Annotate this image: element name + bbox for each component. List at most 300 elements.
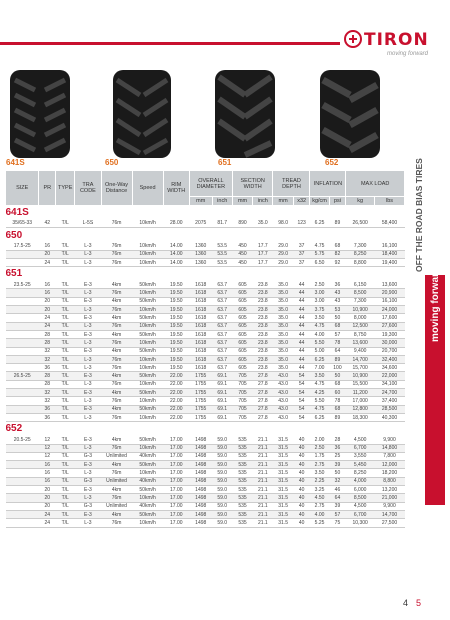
table-cell: 59.0 (212, 502, 232, 510)
table-cell: 92 (329, 258, 346, 266)
spec-table (5, 170, 405, 528)
table-cell: 27.8 (253, 413, 273, 421)
table-cell: L-3 (75, 444, 101, 452)
table-cell: L-3 (75, 519, 101, 527)
table-cell: 76m (101, 413, 132, 421)
table-cell: 4km (101, 389, 132, 397)
table-cell: 31.5 (273, 436, 293, 444)
table-cell: 2.25 (310, 477, 329, 485)
table-cell: 50km/h (132, 281, 163, 289)
table-cell: 43.0 (273, 372, 293, 380)
table-cell: 59.0 (212, 461, 232, 469)
table-cell: 69.1 (212, 389, 232, 397)
table-cell: 35/65-33 (6, 220, 39, 228)
header-oneway: One-Way Distance (101, 171, 132, 206)
table-cell: 22.00 (163, 372, 189, 380)
table-cell: 705 (232, 380, 252, 388)
table-cell: 1498 (189, 510, 212, 518)
table-cell: 34,100 (374, 380, 404, 388)
table-cell: 4.00 (310, 510, 329, 518)
table-cell: 76m (101, 339, 132, 347)
table-cell: 20 (39, 502, 56, 510)
table-cell (6, 306, 39, 314)
table-cell: 123 (293, 220, 310, 228)
table-cell: 4.75 (310, 405, 329, 413)
tire-label-651: 651 (218, 158, 232, 167)
table-cell: 5.50 (310, 397, 329, 405)
table-cell: 100 (329, 364, 346, 372)
table-cell: 63.7 (212, 289, 232, 297)
table-cell: 60 (329, 389, 346, 397)
table-cell: 76m (101, 494, 132, 502)
table-cell: 28 (39, 380, 56, 388)
table-cell: 17.00 (163, 477, 189, 485)
table-cell: 21,000 (374, 494, 404, 502)
table-cell: 59.0 (212, 452, 232, 460)
table-cell: 40 (293, 452, 310, 460)
page-number-left: 4 (403, 598, 409, 608)
table-row (6, 502, 405, 510)
table-cell: 18,400 (374, 250, 404, 258)
table-cell: T/L (56, 306, 75, 314)
table-cell: 23.8 (253, 322, 273, 330)
table-cell: 31.5 (273, 502, 293, 510)
tire-650-image (113, 70, 171, 158)
table-cell: 5.50 (310, 339, 329, 347)
table-cell: 14,700 (346, 355, 375, 363)
table-cell: 89 (329, 220, 346, 228)
table-cell: 40 (293, 502, 310, 510)
table-cell: 64 (329, 494, 346, 502)
table-cell: 16 (39, 289, 56, 297)
table-row (6, 306, 405, 314)
table-cell: 1755 (189, 380, 212, 388)
table-cell: T/L (56, 461, 75, 469)
table-cell: 59.0 (212, 436, 232, 444)
unit-kgcm: kg/cm (310, 197, 329, 206)
table-cell: 17.00 (163, 519, 189, 527)
table-cell: 10km/h (132, 397, 163, 405)
table-cell: 89 (329, 355, 346, 363)
table-cell: T/L (56, 444, 75, 452)
table-cell: 44 (293, 339, 310, 347)
table-cell: 1498 (189, 444, 212, 452)
table-cell: 17.00 (163, 436, 189, 444)
table-cell: 50km/h (132, 330, 163, 338)
table-cell: 4km (101, 347, 132, 355)
header-sw: SECTION WIDTH (232, 171, 273, 197)
table-cell: 13,200 (374, 486, 404, 494)
table-cell: 63.7 (212, 355, 232, 363)
brand-name: TIRON (364, 30, 429, 50)
table-cell: 17.00 (163, 444, 189, 452)
table-cell: 50km/h (132, 372, 163, 380)
table-cell: 17.5-25 (6, 242, 39, 250)
table-cell: 2075 (189, 220, 212, 228)
table-cell: 24 (39, 519, 56, 527)
table-cell: 7,300 (346, 297, 375, 305)
table-cell: 8,800 (374, 477, 404, 485)
table-cell: E-3 (75, 297, 101, 305)
table-cell: 20 (39, 306, 56, 314)
table-cell: 25 (329, 452, 346, 460)
table-cell: L-3 (75, 339, 101, 347)
table-cell: 36 (39, 405, 56, 413)
table-cell: 7,800 (374, 452, 404, 460)
header-inflation: INFLATION (310, 171, 346, 197)
table-cell: 2.50 (310, 444, 329, 452)
table-cell: 37 (293, 258, 310, 266)
table-cell: 17.00 (163, 502, 189, 510)
table-cell: 40 (293, 436, 310, 444)
table-cell: 24 (39, 322, 56, 330)
table-cell: 1755 (189, 397, 212, 405)
spec-table-body (6, 206, 405, 528)
table-cell: 26,500 (346, 220, 375, 228)
table-cell: 57 (329, 510, 346, 518)
table-cell: 28 (329, 436, 346, 444)
table-cell: 2.75 (310, 502, 329, 510)
table-cell: 4km (101, 330, 132, 338)
table-cell: 12 (39, 452, 56, 460)
table-cell: 39 (329, 502, 346, 510)
table-cell: E-3 (75, 436, 101, 444)
section-header-row (6, 422, 405, 436)
table-cell: 40 (293, 477, 310, 485)
table-row (6, 355, 405, 363)
table-cell: 19.50 (163, 339, 189, 347)
table-cell: 11,200 (346, 389, 375, 397)
table-cell: T/L (56, 477, 75, 485)
table-cell: 40km/h (132, 452, 163, 460)
table-cell: 54 (293, 372, 310, 380)
table-cell: 605 (232, 364, 252, 372)
table-cell: 31.5 (273, 477, 293, 485)
table-cell: 75 (329, 519, 346, 527)
table-cell: 23.5-25 (6, 281, 39, 289)
table-cell: 27.8 (253, 405, 273, 413)
table-cell: 36 (329, 281, 346, 289)
table-cell: 44 (293, 297, 310, 305)
table-cell: 35.0 (273, 355, 293, 363)
table-cell: 57 (329, 330, 346, 338)
table-cell: 1618 (189, 330, 212, 338)
tire-651-image (215, 70, 275, 158)
table-row (6, 469, 405, 477)
table-cell: 58,400 (374, 220, 404, 228)
table-cell: 39 (329, 461, 346, 469)
table-cell (6, 461, 39, 469)
table-row (6, 486, 405, 494)
table-cell: 21.1 (253, 477, 273, 485)
table-cell: 14,700 (374, 510, 404, 518)
table-cell: 29.0 (273, 258, 293, 266)
table-cell: L-5S (75, 220, 101, 228)
section-header-row (6, 228, 405, 242)
table-cell: L-3 (75, 355, 101, 363)
table-cell: 63.7 (212, 306, 232, 314)
table-cell: 450 (232, 250, 252, 258)
table-cell: 76m (101, 364, 132, 372)
table-cell: 68 (329, 322, 346, 330)
table-cell: 22.00 (163, 413, 189, 421)
table-cell: 76m (101, 397, 132, 405)
table-cell: 19.50 (163, 330, 189, 338)
table-cell: 63.7 (212, 364, 232, 372)
table-cell: 1755 (189, 372, 212, 380)
table-cell: 50 (329, 372, 346, 380)
table-cell: 76m (101, 289, 132, 297)
table-cell: 1618 (189, 289, 212, 297)
table-cell: 98.0 (273, 220, 293, 228)
table-cell: 54 (293, 380, 310, 388)
table-cell: 44 (293, 364, 310, 372)
table-cell: 5.00 (310, 347, 329, 355)
table-row (6, 461, 405, 469)
table-cell: 1618 (189, 281, 212, 289)
table-cell: 23.8 (253, 281, 273, 289)
table-cell (6, 486, 39, 494)
table-cell: 2.75 (310, 461, 329, 469)
table-cell: 705 (232, 413, 252, 421)
table-cell: 18,300 (346, 413, 375, 421)
table-cell: 10km/h (132, 519, 163, 527)
table-cell: 35.0 (273, 339, 293, 347)
table-cell: E-3 (75, 281, 101, 289)
table-cell: 40 (293, 444, 310, 452)
table-cell: 76m (101, 469, 132, 477)
table-cell: T/L (56, 330, 75, 338)
table-row (6, 297, 405, 305)
table-row (6, 380, 405, 388)
brand-logo (342, 28, 442, 58)
table-cell: 89 (329, 413, 346, 421)
table-cell: 40 (293, 461, 310, 469)
table-cell: 10km/h (132, 444, 163, 452)
table-cell: 50km/h (132, 297, 163, 305)
table-cell: 34,600 (374, 364, 404, 372)
table-cell: T/L (56, 380, 75, 388)
table-cell: 27.8 (253, 372, 273, 380)
brand-mark-icon (344, 30, 362, 48)
header-pr: PR (39, 171, 56, 206)
table-cell: 17,000 (346, 397, 375, 405)
table-cell: 10km/h (132, 339, 163, 347)
section-header-row (6, 267, 405, 281)
table-cell (6, 477, 39, 485)
table-cell: 36 (39, 413, 56, 421)
table-cell: 43.0 (273, 380, 293, 388)
table-cell: L-3 (75, 250, 101, 258)
table-cell: 12,500 (346, 322, 375, 330)
table-row (6, 314, 405, 322)
table-cell: 37 (293, 250, 310, 258)
table-row (6, 436, 405, 444)
table-cell: 1618 (189, 306, 212, 314)
unit-inch: inch (212, 197, 232, 206)
table-cell: 40 (293, 494, 310, 502)
tire-652-image (320, 70, 380, 158)
table-cell (6, 510, 39, 518)
table-cell: 20 (39, 297, 56, 305)
table-cell: 1498 (189, 436, 212, 444)
table-cell: G-3 (75, 502, 101, 510)
table-cell: 78 (329, 339, 346, 347)
table-cell: 31.5 (273, 444, 293, 452)
table-cell (6, 322, 39, 330)
table-cell: 21.1 (253, 452, 273, 460)
table-cell: 535 (232, 510, 252, 518)
table-cell: 1498 (189, 502, 212, 510)
table-cell (6, 289, 39, 297)
table-row (6, 397, 405, 405)
table-cell: 59.0 (212, 486, 232, 494)
table-cell: 6.25 (310, 220, 329, 228)
section-title: 650 (6, 228, 405, 242)
table-cell: 10km/h (132, 258, 163, 266)
table-cell: 35.0 (273, 314, 293, 322)
table-cell: 6,700 (346, 444, 375, 452)
table-cell: 43 (329, 289, 346, 297)
table-cell: 23.8 (253, 289, 273, 297)
table-cell: 40 (293, 519, 310, 527)
header-size: SIZE (6, 171, 39, 206)
table-cell: 10,300 (346, 519, 375, 527)
table-cell: 2.00 (310, 436, 329, 444)
table-cell: 31.5 (273, 461, 293, 469)
table-cell: 50km/h (132, 486, 163, 494)
table-cell: 19.50 (163, 322, 189, 330)
table-cell: 68 (329, 405, 346, 413)
table-cell: 605 (232, 347, 252, 355)
table-cell: 30,000 (374, 339, 404, 347)
table-cell: 28 (39, 339, 56, 347)
table-cell: 535 (232, 477, 252, 485)
table-cell: 76m (101, 250, 132, 258)
table-cell: 17,600 (374, 314, 404, 322)
table-cell: 3,550 (346, 452, 375, 460)
header-td: TREAD DEPTH (273, 171, 310, 197)
table-cell: 44 (293, 322, 310, 330)
table-cell: 10km/h (132, 306, 163, 314)
table-cell: 31.5 (273, 510, 293, 518)
table-cell: L-3 (75, 322, 101, 330)
table-cell: 28 (39, 330, 56, 338)
table-cell: 24,000 (374, 306, 404, 314)
table-cell: 4km (101, 436, 132, 444)
table-cell: 1618 (189, 364, 212, 372)
table-cell: 3.75 (310, 306, 329, 314)
table-cell: 19,300 (374, 330, 404, 338)
table-cell: 35.0 (273, 289, 293, 297)
table-cell: 15,500 (346, 380, 375, 388)
table-cell: 43.0 (273, 397, 293, 405)
table-cell: 16 (39, 477, 56, 485)
table-cell: L-3 (75, 469, 101, 477)
table-cell: 5.75 (310, 250, 329, 258)
table-cell: 16,100 (374, 297, 404, 305)
table-cell: 1498 (189, 494, 212, 502)
table-cell: 17.7 (253, 250, 273, 258)
table-cell: 16 (39, 469, 56, 477)
table-cell: 40km/h (132, 502, 163, 510)
table-cell: 23.8 (253, 355, 273, 363)
table-cell: 29.0 (273, 250, 293, 258)
table-cell: 44 (293, 281, 310, 289)
table-cell: 17.7 (253, 242, 273, 250)
table-row (6, 339, 405, 347)
table-cell: 50km/h (132, 461, 163, 469)
table-cell: 5,450 (346, 461, 375, 469)
tire-label-641s: 641S (6, 158, 25, 167)
table-cell: 3.50 (310, 314, 329, 322)
table-cell (6, 413, 39, 421)
table-cell: 21.1 (253, 444, 273, 452)
tire-illustrations (5, 65, 405, 160)
table-cell: 535 (232, 494, 252, 502)
table-cell: 14.00 (163, 242, 189, 250)
table-cell: 17.00 (163, 469, 189, 477)
table-cell: L-3 (75, 397, 101, 405)
header-tra: TRA CODE (75, 171, 101, 206)
table-cell: 705 (232, 405, 252, 413)
table-cell: T/L (56, 242, 75, 250)
table-cell: 32 (39, 355, 56, 363)
table-cell: 5.25 (310, 519, 329, 527)
table-cell: 10km/h (132, 364, 163, 372)
table-cell: 605 (232, 339, 252, 347)
table-cell: 53 (329, 306, 346, 314)
table-cell: 535 (232, 486, 252, 494)
table-cell: 10km/h (132, 289, 163, 297)
table-cell: 3.25 (310, 486, 329, 494)
header-type: TYPE (56, 171, 75, 206)
table-cell (6, 469, 39, 477)
table-cell: E-3 (75, 461, 101, 469)
table-cell: 22.00 (163, 405, 189, 413)
table-cell: 24,700 (374, 389, 404, 397)
table-cell: 16 (39, 281, 56, 289)
table-cell: 6.50 (310, 258, 329, 266)
table-cell: 10km/h (132, 413, 163, 421)
table-cell: 4.50 (310, 494, 329, 502)
table-cell: 6,700 (346, 510, 375, 518)
table-cell: 19.50 (163, 297, 189, 305)
table-cell: 7,300 (346, 242, 375, 250)
table-cell: 20,700 (374, 347, 404, 355)
section-title: 652 (6, 422, 405, 436)
table-cell: 29.0 (273, 242, 293, 250)
table-cell (6, 297, 39, 305)
table-cell: T/L (56, 502, 75, 510)
table-cell (6, 452, 39, 460)
table-cell: 3.00 (310, 289, 329, 297)
table-cell: 40km/h (132, 477, 163, 485)
table-cell: 4.75 (310, 242, 329, 250)
table-cell: 32 (39, 397, 56, 405)
table-cell: 8,250 (346, 250, 375, 258)
table-cell: 44 (293, 347, 310, 355)
table-cell: 605 (232, 355, 252, 363)
table-cell: 69.1 (212, 372, 232, 380)
table-cell: 23.8 (253, 330, 273, 338)
table-cell: L-3 (75, 242, 101, 250)
table-cell: 21.1 (253, 461, 273, 469)
tire-label-650: 650 (105, 158, 119, 167)
table-cell: 21.1 (253, 519, 273, 527)
table-row (6, 281, 405, 289)
table-cell: 14.00 (163, 250, 189, 258)
